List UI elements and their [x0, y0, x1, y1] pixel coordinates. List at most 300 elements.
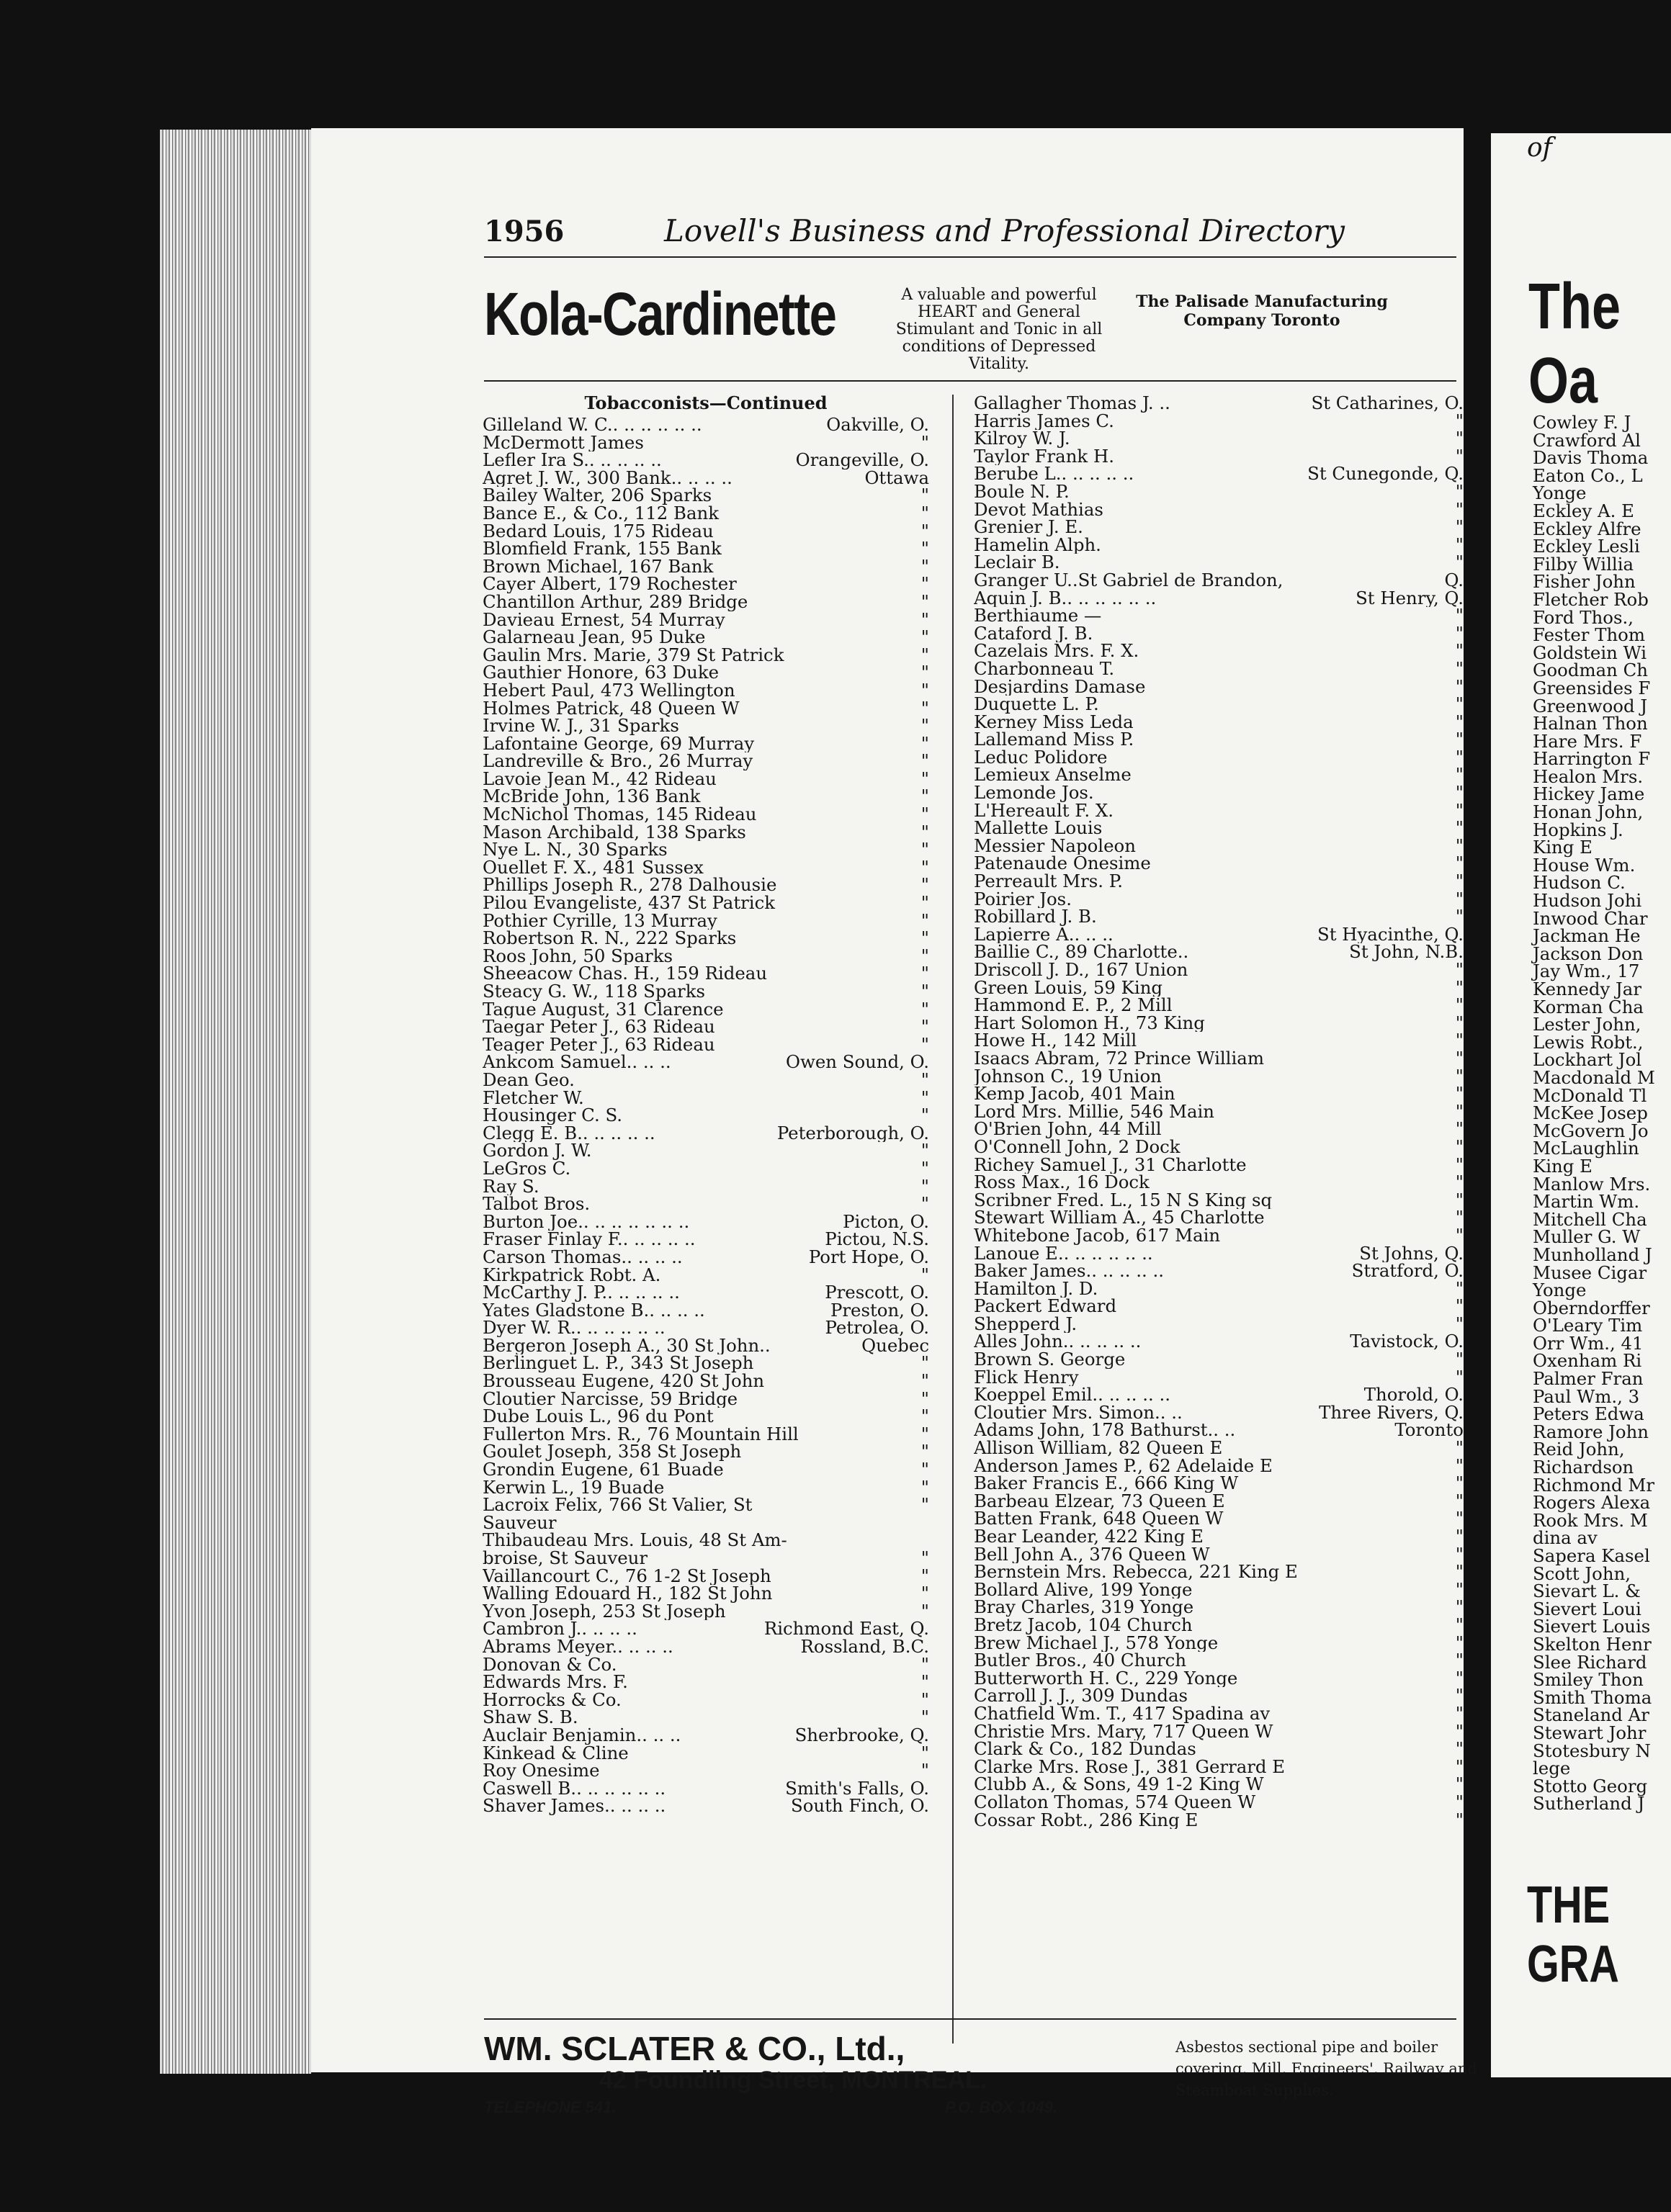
entry-place: ": [920, 894, 929, 912]
entry-place: ": [1455, 1120, 1464, 1138]
entry-place: ": [920, 557, 929, 576]
entry-place: ": [920, 1408, 929, 1426]
entry-place: ": [1455, 748, 1464, 767]
directory-entry: [974, 448, 1464, 466]
directory-entry: [974, 1599, 1464, 1617]
directory-entry: [974, 1439, 1464, 1457]
entry-place: ": [1455, 1634, 1464, 1653]
facing-entry: McGovern Jo: [1533, 1120, 1649, 1141]
entry-name: Bollard Alive, 199 Yonge: [974, 1581, 1193, 1599]
facing-entry: Sapera Kasel: [1533, 1545, 1650, 1566]
facing-entry: Oxenham Ri: [1533, 1350, 1642, 1372]
facing-entry: Ramore John: [1533, 1421, 1649, 1442]
entry-place: ": [1455, 837, 1464, 855]
entry-place: Q.: [1444, 571, 1464, 590]
entry-name: Lemonde Jos.: [974, 784, 1094, 802]
sclater-address: 42 Foundling Street, MONTREAL.: [599, 2067, 987, 2094]
directory-entry: [483, 1125, 929, 1143]
facing-entry: Inwood Char: [1533, 907, 1648, 929]
entry-name: Gauthier Honore, 63 Duke: [483, 664, 720, 682]
directory-entry: [483, 824, 929, 842]
entry-name: Walling Edouard H., 182 St John: [483, 1585, 773, 1603]
directory-entry: [974, 625, 1464, 643]
entry-place: ": [1455, 1067, 1464, 1086]
directory-entry: [974, 590, 1464, 608]
entry-name: Ray S.: [483, 1177, 539, 1196]
directory-entry: [483, 948, 929, 966]
entry-place: ": [1455, 1049, 1464, 1068]
directory-entry: [974, 1245, 1464, 1263]
directory-entry: [483, 1585, 929, 1603]
entry-name: Robillard J. B.: [974, 908, 1097, 926]
facing-entry: Eaton Co., L: [1533, 464, 1643, 486]
facing-entry: Jackman He: [1533, 925, 1641, 947]
directory-entry: [483, 1053, 929, 1071]
entry-place: ": [1455, 819, 1464, 837]
facing-entry: Davis Thoma: [1533, 447, 1649, 469]
entry-place: Tavistock, O.: [1350, 1333, 1464, 1352]
entry-name: Dyer W. R.. .. .. .. .. ..: [483, 1319, 666, 1337]
entry-name: Caswell B.. .. .. .. .. ..: [483, 1779, 666, 1798]
directory-entry: [974, 465, 1464, 483]
entry-place: ": [920, 823, 929, 842]
entry-name: Tague August, 31 Clarence: [483, 1000, 724, 1019]
entry-name: Yates Gladstone B.. .. .. ..: [483, 1301, 705, 1320]
entry-name: Lavoie Jean M., 42 Rideau: [483, 770, 717, 788]
entry-name: Cossar Robt., 286 King E: [974, 1811, 1199, 1830]
directory-entry: [483, 1550, 929, 1568]
directory-entry: [483, 1443, 929, 1461]
entry-place: ": [920, 1443, 929, 1462]
entry-place: ": [920, 664, 929, 682]
entry-place: ": [1455, 518, 1464, 536]
facing-entry: Goodman Ch: [1533, 660, 1648, 681]
directory-entry: [483, 593, 929, 611]
directory-entry: [974, 1635, 1464, 1653]
directory-entry: [974, 1085, 1464, 1103]
facing-entry: Rook Mrs. M: [1533, 1509, 1648, 1531]
entry-place: ": [1455, 554, 1464, 572]
directory-entry: [974, 607, 1464, 625]
directory-entry: [974, 1687, 1464, 1705]
entry-place: ": [1455, 696, 1464, 714]
entry-place: ": [1455, 1138, 1464, 1156]
directory-entry: [483, 1319, 929, 1337]
entry-name: Driscoll J. D., 167 Union: [974, 961, 1188, 979]
directory-entry: [483, 540, 929, 558]
entry-place: ": [920, 1673, 929, 1691]
entry-name: Butterworth H. C., 229 Yonge: [974, 1669, 1238, 1688]
directory-entry: [483, 965, 929, 983]
entry-name: Green Louis, 59 King: [974, 979, 1163, 997]
directory-entry: [483, 1408, 929, 1426]
directory-entry: [483, 894, 929, 912]
entry-name: Chantillon Arthur, 289 Bridge: [483, 593, 748, 611]
facing-entry: Goldstein Wi: [1533, 642, 1647, 663]
entry-place: ": [920, 575, 929, 593]
entry-name: McNichol Thomas, 145 Rideau: [483, 806, 757, 824]
facing-entry: Sievert Loui: [1533, 1598, 1641, 1619]
entry-place: Owen Sound, O.: [785, 1053, 929, 1071]
entry-place: ": [1455, 979, 1464, 997]
directory-entry: [483, 487, 929, 505]
entry-name: L'Hereault F. X.: [974, 801, 1114, 820]
directory-entry: [974, 979, 1464, 997]
entry-name: Shaver James.. .. .. ..: [483, 1797, 666, 1815]
directory-entry: [974, 766, 1464, 784]
entry-name: Lacroix Felix, 766 St Valier, St: [483, 1496, 753, 1514]
directory-entry: [483, 1532, 929, 1550]
facing-bottom-advertisement: THE GRA: [1527, 1876, 1619, 1993]
directory-entry: [974, 1528, 1464, 1546]
entry-name: Kinkead & Cline: [483, 1744, 629, 1763]
entry-place: Pictou, N.S.: [825, 1231, 929, 1249]
entry-place: ": [920, 1709, 929, 1727]
facing-entry: McLaughlin: [1533, 1138, 1639, 1159]
directory-entry: [974, 1758, 1464, 1776]
entry-place: ": [920, 734, 929, 753]
entry-place: ": [920, 983, 929, 1001]
directory-entry: [483, 1107, 929, 1125]
directory-entry: [483, 682, 929, 700]
directory-entry: [483, 558, 929, 576]
facing-entry: Honan John,: [1533, 801, 1644, 823]
directory-entry: [483, 1302, 929, 1320]
directory-entry: [483, 983, 929, 1001]
entry-name: Ross Max., 16 Dock: [974, 1174, 1150, 1192]
entry-name: Steacy G. W., 118 Sparks: [483, 983, 705, 1001]
directory-entry: [974, 1475, 1464, 1493]
entry-name: Desjardins Damase: [974, 678, 1146, 696]
directory-entry: [974, 1546, 1464, 1564]
entry-place: St John, N.B.: [1349, 943, 1464, 961]
entry-place: Stratford, O.: [1351, 1262, 1464, 1280]
entry-name: Bedard Louis, 175 Rideau: [483, 522, 714, 541]
entry-name: Bergeron Joseph A., 30 St John..: [483, 1336, 771, 1355]
directory-entry: [974, 1421, 1464, 1439]
directory-entry: [483, 1249, 929, 1267]
facing-entry: Hickey Jame: [1533, 783, 1645, 805]
facing-entry: Crawford Al: [1533, 429, 1641, 451]
entry-place: ": [1455, 536, 1464, 554]
directory-entry: [483, 611, 929, 629]
entry-name: Galarneau Jean, 95 Duke: [483, 629, 706, 647]
entry-place: Oakville, O.: [826, 416, 929, 434]
entry-place: ": [1455, 784, 1464, 802]
directory-entry: [974, 1316, 1464, 1334]
facing-entry: Fester Thom: [1533, 624, 1645, 646]
entry-place: ": [1455, 1226, 1464, 1245]
kola-description: A valuable and powerful HEART and General Stimulant and Tonic in all conditions of Depressed Vitality.: [895, 286, 1103, 373]
entry-place: ": [1455, 873, 1464, 891]
directory-entry: [974, 1138, 1464, 1156]
entry-place: ": [920, 1195, 929, 1213]
entry-place: ": [1455, 855, 1464, 873]
directory-entry: [974, 1794, 1464, 1812]
directory-entry: [483, 788, 929, 806]
entry-place: ": [920, 1390, 929, 1408]
page-edges: [160, 130, 311, 2074]
entry-name: Batten Frank, 648 Queen W: [974, 1510, 1224, 1528]
entry-name: Lord Mrs. Millie, 546 Main: [974, 1102, 1215, 1121]
entry-name: Carroll J. J., 309 Dundas: [974, 1687, 1188, 1705]
entry-place: ": [1455, 961, 1464, 979]
entry-name: Collaton Thomas, 574 Queen W: [974, 1793, 1256, 1812]
entry-name: Patenaude Onesime: [974, 855, 1151, 873]
facing-entry: Stotto Georg: [1533, 1775, 1648, 1797]
entry-name: Isaacs Abram, 72 Prince William: [974, 1049, 1264, 1068]
facing-entry: Peters Edwa: [1533, 1403, 1644, 1425]
entry-name: Baillie C., 89 Charlotte..: [974, 943, 1189, 961]
entry-name: Alles John.. .. .. .. ..: [974, 1333, 1142, 1352]
entry-place: ": [1455, 1776, 1464, 1794]
entry-place: ": [1455, 642, 1464, 660]
entry-place: ": [920, 1461, 929, 1479]
entry-name: Perreault Mrs. P.: [974, 873, 1123, 891]
entry-name: Chatfield Wm. T., 417 Spadina av: [974, 1704, 1271, 1723]
directory-entry: [483, 930, 929, 948]
entry-place: ": [1455, 1528, 1464, 1546]
entry-name: Cloutier Narcisse, 59 Bridge: [483, 1390, 738, 1408]
facing-entry: Yonge: [1533, 1280, 1587, 1301]
facing-entry: Macdonald M: [1533, 1066, 1655, 1088]
entry-name: Devot Mathias: [974, 500, 1103, 519]
facing-entry: Staneland Ar: [1533, 1704, 1649, 1726]
entry-name: Clubb A., & Sons, 49 1-2 King W: [974, 1776, 1264, 1794]
entry-name: Clark & Co., 182 Dundas: [974, 1740, 1196, 1758]
entry-place: ": [920, 912, 929, 930]
entry-name: LeGros C.: [483, 1159, 571, 1178]
directory-entry: [974, 714, 1464, 732]
entry-place: Ottawa: [864, 469, 929, 487]
facing-entry: Filby Willia: [1533, 553, 1634, 575]
entry-place: Petrolea, O.: [825, 1319, 929, 1337]
entry-place: ": [920, 522, 929, 541]
facing-entry: Halnan Thon: [1533, 713, 1648, 734]
entry-place: Thorold, O.: [1363, 1386, 1464, 1404]
entry-name: Ankcom Samuel.. .. ..: [483, 1053, 671, 1071]
entry-place: ": [920, 1425, 929, 1444]
directory-entry: [974, 1670, 1464, 1688]
entry-name: Leduc Polidore: [974, 748, 1108, 767]
directory-entry: [974, 1740, 1464, 1758]
entry-name: Leclair B.: [974, 554, 1060, 572]
entry-place: St Johns, Q.: [1359, 1244, 1464, 1263]
facing-entry: Eckley A. E: [1533, 500, 1634, 521]
directory-entry: [974, 572, 1464, 590]
entry-name: Barbeau Elzear, 73 Queen E: [974, 1492, 1225, 1511]
entry-name: McCarthy J. P.. .. .. .. ..: [483, 1284, 680, 1302]
entry-place: ": [1455, 1351, 1464, 1369]
entry-name: Brousseau Eugene, 420 St John: [483, 1372, 765, 1390]
entry-place: ": [920, 1585, 929, 1603]
facing-entry: Musee Cigar: [1533, 1262, 1647, 1283]
entry-name: Berthiaume —: [974, 607, 1102, 625]
entry-place: ": [1455, 412, 1464, 431]
entry-place: Prescott, O.: [825, 1284, 929, 1302]
facing-page: [1491, 133, 1671, 2077]
entry-name: Howe H., 142 Mill: [974, 1032, 1137, 1050]
entry-name: Carson Thomas.. .. .. ..: [483, 1248, 683, 1267]
directory-entry: [483, 505, 929, 523]
directory-entry: [974, 749, 1464, 767]
facing-entry: O'Leary Tim: [1533, 1315, 1643, 1336]
entry-name: broise, St Sauveur: [483, 1550, 648, 1568]
entry-name: Vaillancourt C., 76 1-2 St Joseph: [483, 1567, 771, 1586]
directory-entry: [483, 1426, 929, 1444]
directory-entry: [974, 1068, 1464, 1086]
entry-place: ": [920, 1159, 929, 1178]
entry-place: ": [920, 876, 929, 895]
directory-entry: [483, 1745, 929, 1763]
directory-entry: [483, 1656, 929, 1674]
entry-name: Cazelais Mrs. F. X.: [974, 642, 1139, 660]
directory-entry: [974, 1120, 1464, 1138]
directory-entry: [483, 629, 929, 647]
entry-name: Clegg E. B.. .. .. .. ..: [483, 1124, 655, 1143]
directory-entry: [483, 1372, 929, 1390]
directory-entry: [974, 1493, 1464, 1511]
entry-name: Teager Peter J., 63 Rideau: [483, 1035, 715, 1054]
facing-entry: Slee Richard: [1533, 1651, 1647, 1673]
directory-entry: [483, 647, 929, 665]
facing-entry: Hudson Johi: [1533, 890, 1642, 912]
entry-name: Duquette L. P.: [974, 696, 1099, 714]
facing-entry: Fisher John: [1533, 571, 1636, 593]
column-divider: [952, 395, 954, 2044]
directory-entry: [974, 501, 1464, 519]
entry-name: Richey Samuel J., 31 Charlotte: [974, 1156, 1247, 1174]
entry-name: McDermott James: [483, 433, 644, 452]
facing-entry: dina av: [1533, 1527, 1598, 1549]
entry-name: Lemieux Anselme: [974, 766, 1132, 785]
ad-rule: [484, 380, 1456, 382]
directory-entry: [974, 1386, 1464, 1404]
entry-place: ": [920, 1762, 929, 1780]
entry-place: ": [1455, 1722, 1464, 1741]
entry-name: Taegar Peter J., 63 Rideau: [483, 1018, 715, 1036]
directory-entry: [483, 1036, 929, 1054]
header-rule: [484, 256, 1456, 258]
entry-name: Lallemand Miss P.: [974, 731, 1134, 749]
entry-place: ": [920, 1035, 929, 1054]
facing-entry: Greenwood J: [1533, 695, 1648, 716]
facing-entry: Smith Thoma: [1533, 1686, 1652, 1708]
entry-name: Anderson James P., 62 Adelaide E: [974, 1457, 1273, 1475]
facing-entry: McDonald Tl: [1533, 1084, 1647, 1106]
facing-entry: Hare Mrs. F: [1533, 730, 1642, 752]
facing-entry: Skelton Henr: [1533, 1633, 1652, 1655]
entry-name: Grenier J. E.: [974, 518, 1083, 536]
entry-place: ": [1455, 766, 1464, 785]
directory-entry: [974, 1776, 1464, 1794]
entry-name: Agret J. W., 300 Bank.. .. .. ..: [483, 469, 733, 487]
directory-entry: [974, 837, 1464, 855]
entry-place: ": [1455, 1032, 1464, 1050]
directory-entry: [974, 1581, 1464, 1599]
directory-entry: [483, 1496, 929, 1514]
directory-entry: [974, 891, 1464, 909]
directory-entry: [974, 1280, 1464, 1298]
entry-name: Adams John, 178 Bathurst.. ..: [974, 1421, 1236, 1440]
directory-entry: [483, 1780, 929, 1798]
entry-name: Boule N. P.: [974, 482, 1070, 501]
directory-entry: [974, 1227, 1464, 1245]
entry-place: ": [1455, 1599, 1464, 1617]
entry-place: ": [1455, 607, 1464, 625]
running-title: Lovell's Business and Professional Directory: [664, 213, 1345, 248]
directory-entry: [974, 395, 1464, 413]
entry-name: Gordon J. W.: [483, 1142, 592, 1160]
entry-name: Talbot Bros.: [483, 1195, 591, 1213]
directory-entry: [483, 1390, 929, 1408]
entry-name: Shepperd J.: [974, 1315, 1078, 1334]
entry-place: ": [1455, 1758, 1464, 1776]
entry-name: Christie Mrs. Mary, 717 Queen W: [974, 1722, 1273, 1741]
entry-place: ": [920, 841, 929, 859]
entry-name: Brew Michael J., 578 Yonge: [974, 1634, 1219, 1653]
entry-place: South Finch, O.: [791, 1797, 929, 1815]
entry-name: Donovan & Co.: [483, 1655, 617, 1674]
entry-place: ": [920, 540, 929, 558]
entry-name: Brown Michael, 167 Bank: [483, 557, 714, 576]
directory-entry: [974, 413, 1464, 431]
facing-entry: Smiley Thon: [1533, 1669, 1644, 1691]
entry-name: Kemp Jacob, 401 Main: [974, 1085, 1175, 1103]
entry-place: Richmond East, Q.: [763, 1620, 929, 1638]
directory-entry: [974, 642, 1464, 660]
palisade-company: The Palisade Manufacturing Company Toronto: [1136, 292, 1388, 330]
directory-entry: [974, 1563, 1464, 1581]
entry-place: ": [1455, 1368, 1464, 1387]
entry-place: ": [920, 965, 929, 983]
directory-entry: [974, 1812, 1464, 1830]
facing-entry: Eckley Alfre: [1533, 518, 1641, 539]
entry-place: Preston, O.: [830, 1301, 929, 1320]
entry-name: Packert Edward: [974, 1298, 1117, 1316]
facing-entry: lege: [1533, 1758, 1571, 1779]
directory-entry: [483, 1691, 929, 1709]
entry-name: Housinger C. S.: [483, 1107, 623, 1125]
entry-place: ": [1455, 1280, 1464, 1298]
entry-name: Roy Onesime: [483, 1762, 600, 1780]
entry-name: Dean Geo.: [483, 1071, 575, 1089]
entry-place: ": [920, 1550, 929, 1568]
entry-name: Hebert Paul, 473 Wellington: [483, 681, 735, 700]
entry-place: St Catharines, O.: [1311, 395, 1464, 413]
entry-place: ": [1455, 430, 1464, 448]
entry-name: Bell John A., 376 Queen W: [974, 1545, 1210, 1564]
entry-place: ": [920, 1354, 929, 1373]
facing-entry: Rogers Alexa: [1533, 1492, 1651, 1514]
directory-entry: [483, 717, 929, 735]
entry-name: Mallette Louis: [974, 819, 1103, 837]
entry-name: Sauveur: [483, 1514, 557, 1532]
entry-name: Fletcher W.: [483, 1089, 584, 1107]
directory-entry: [974, 1404, 1464, 1422]
facing-entry: Richardson: [1533, 1457, 1634, 1478]
directory-entry: [483, 1762, 929, 1780]
entry-name: Ouellet F. X., 481 Sussex: [483, 858, 704, 877]
entry-place: ": [920, 629, 929, 647]
entry-place: ": [1455, 624, 1464, 643]
entry-name: Taylor Frank H.: [974, 447, 1114, 466]
directory-entry: [974, 1015, 1464, 1033]
directory-entry: [483, 523, 929, 541]
kola-advertisement: [484, 279, 1471, 373]
entry-place: ": [920, 646, 929, 665]
directory-entry: [974, 1298, 1464, 1316]
